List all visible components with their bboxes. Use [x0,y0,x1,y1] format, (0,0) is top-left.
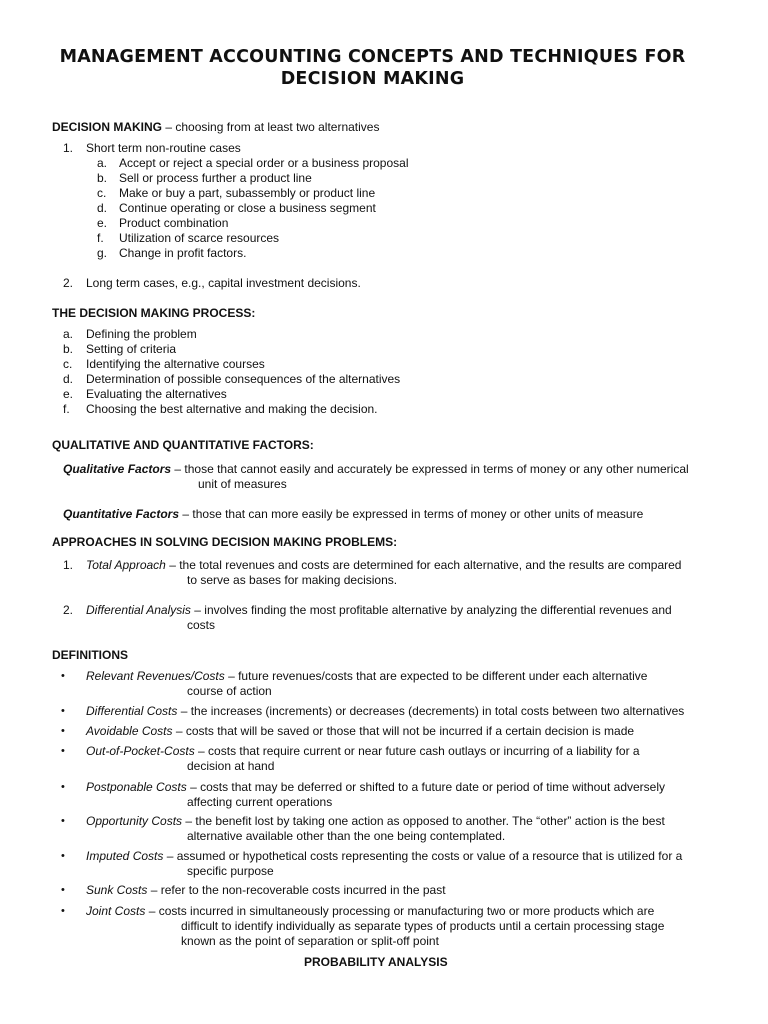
total-approach-term: Total Approach [86,558,166,572]
list-item: Sell or process further a product line [119,171,312,185]
list-number: 2. [63,603,74,617]
definition-term: Joint Costs [86,904,146,918]
process-step: Evaluating the alternatives [86,387,227,401]
differential-analysis-term: Differential Analysis [86,603,191,617]
section-heading-approaches: APPROACHES IN SOLVING DECISION MAKING PROBLEMS: [52,535,398,549]
definition-term: Sunk Costs [86,883,148,897]
sub-letter: c. [97,186,107,200]
list-item: Change in profit factors. [119,246,247,260]
decision-making-definition [52,120,379,135]
definition-text-cont: known as the point of separation or split-off point [181,934,439,948]
long-term-cases: Long term cases, e.g., capital investment decisions. [86,276,361,290]
short-term-cases: Short term non-routine cases [86,141,241,155]
sub-letter: e. [97,216,108,230]
definition-text-cont: specific purpose [187,864,274,878]
definition-differential-costs [86,704,684,719]
definition-text: – assumed or hypothetical costs representing the costs or value of a resource that is utilized for a [166,849,683,863]
definition-text-cont: alternative available other than the one being contemplated. [187,829,506,843]
definition-joint-costs [86,904,654,919]
decision-making-text: – choosing from at least two alternatives [165,120,380,134]
bullet-icon: • [61,725,65,737]
definition-imputed-costs [86,849,682,864]
sub-letter: b. [97,171,108,185]
bullet-icon: • [61,781,65,793]
definition-text: – costs that may be deferred or shifted to a future date or period of time without adversely [190,780,665,794]
definition-text-cont: course of action [187,684,272,698]
step-letter: f. [63,402,70,416]
definition-text-cont: decision at hand [187,759,275,773]
differential-analysis [86,603,672,618]
page-title-line1: MANAGEMENT ACCOUNTING CONCEPTS AND TECHNIQUES FOR [59,47,686,67]
process-step: Defining the problem [86,327,197,341]
bullet-icon: • [61,905,65,917]
sub-letter: g. [97,246,108,260]
step-letter: b. [63,342,74,356]
bullet-icon: • [61,745,65,757]
definition-opportunity-costs [86,814,665,829]
list-item: Product combination [119,216,229,230]
decision-making-term: DECISION MAKING [52,120,163,134]
quantitative-factors [63,507,643,522]
differential-analysis-text-cont: costs [187,618,216,632]
sub-letter: d. [97,201,108,215]
definition-text: – future revenues/costs that are expected to be different under each alternative [228,669,648,683]
qualitative-factors [63,462,689,477]
bullet-icon: • [61,884,65,896]
definition-relevant-costs [86,669,647,684]
step-letter: a. [63,327,74,341]
bullet-icon: • [61,850,65,862]
definition-text: – costs that require current or near future cash outlays or incurring of a liability for a [198,744,640,758]
section-heading-factors: QUALITATIVE AND QUANTITATIVE FACTORS: [52,438,314,452]
differential-analysis-text: – involves finding the most profitable alternative by analyzing the differential revenues and [194,603,672,617]
list-item: Make or buy a part, subassembly or product line [119,186,376,200]
definition-avoidable-costs [86,724,634,739]
list-number: 1. [63,141,74,155]
definition-text-cont: difficult to identify individually as separate types of products until a certain processing stage [181,919,665,933]
definition-term: Relevant Revenues/Costs [86,669,225,683]
section-heading-definitions: DEFINITIONS [52,648,129,662]
page-title-line2: DECISION MAKING [280,69,465,89]
step-letter: e. [63,387,74,401]
qualitative-text-cont: unit of measures [198,477,287,491]
section-heading-process: THE DECISION MAKING PROCESS: [52,306,256,320]
list-number: 2. [63,276,74,290]
quantitative-term: Quantitative Factors [63,507,180,521]
definition-text-cont: affecting current operations [187,795,333,809]
definition-term: Postponable Costs [86,780,187,794]
list-item: Accept or reject a special order or a business proposal [119,156,409,170]
process-step: Choosing the best alternative and making the decision. [86,402,378,416]
sub-letter: a. [97,156,108,170]
definition-text: – costs incurred in simultaneously processing or manufacturing two or more products which are [148,904,655,918]
list-item: Utilization of scarce resources [119,231,280,245]
process-step: Setting of criteria [86,342,177,356]
definition-term: Differential Costs [86,704,178,718]
definition-term: Opportunity Costs [86,814,183,828]
definition-text: – the benefit lost by taking one action as opposed to another. The “other” action is the best [185,814,665,828]
bullet-icon: • [61,670,65,682]
definition-out-of-pocket-costs [86,744,640,759]
qualitative-term: Qualitative Factors [63,462,172,476]
quantitative-text: – those that can more easily be expressed in terms of money or other units of measure [182,507,644,521]
process-step: Determination of possible consequences of the alternatives [86,372,401,386]
total-approach-text-cont: to serve as bases for making decisions. [187,573,398,587]
definition-term: Avoidable Costs [86,724,173,738]
definition-sunk-costs [86,883,446,898]
definition-text: – the increases (increments) or decreases (decrements) in total costs between two alternatives [180,704,685,718]
sub-letter: f. [97,231,104,245]
step-letter: d. [63,372,74,386]
list-item: Continue operating or close a business segment [119,201,376,215]
definition-text: – costs that will be saved or those that will not be incurred if a certain decision is made [175,724,635,738]
list-number: 1. [63,558,74,572]
definition-text: – refer to the non-recoverable costs incurred in the past [150,883,446,897]
qualitative-text: – those that cannot easily and accurately be expressed in terms of money or any other numerical [174,462,689,476]
definition-term: Out-of-Pocket-Costs [86,744,195,758]
total-approach-text: – the total revenues and costs are determined for each alternative, and the results are compared [169,558,682,572]
process-step: Identifying the alternative courses [86,357,265,371]
step-letter: c. [63,357,73,371]
definition-postponable-costs [86,780,665,795]
definition-term: Imputed Costs [86,849,164,863]
total-approach [86,558,681,573]
bullet-icon: • [61,705,65,717]
bullet-icon: • [61,815,65,827]
section-heading-probability: PROBABILITY ANALYSIS [304,955,448,969]
